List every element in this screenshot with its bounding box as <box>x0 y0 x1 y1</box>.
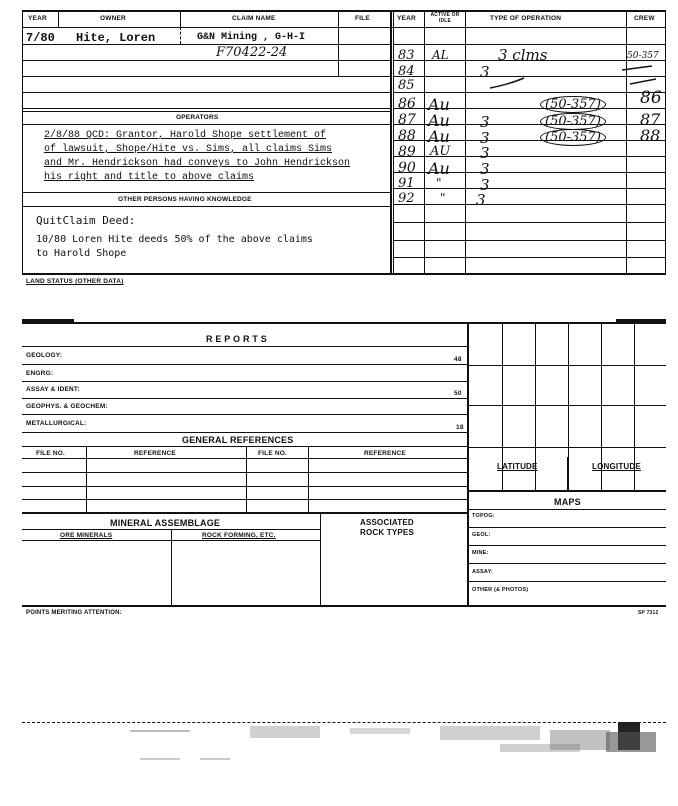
op-type: 3 <box>480 129 490 147</box>
handwritten-dash-marks <box>480 60 666 100</box>
op-type: 3 <box>480 160 490 178</box>
op-active: Au <box>428 95 450 114</box>
ore-minerals-label: ORE MINERALS <box>60 532 113 539</box>
operators-line: his right and title to above claims <box>44 172 255 183</box>
operators-line: and Mr. Hendrickson had conveys to John Hendrickson <box>44 158 351 169</box>
maps-title: MAPS <box>554 497 581 507</box>
assoc-line1: ASSOCIATED <box>360 518 414 527</box>
op-active: Au <box>428 111 450 130</box>
op-crew: 50-357 <box>627 51 659 61</box>
scan-artifacts <box>110 722 678 772</box>
maps-row: OTHER (& PHOTOS) <box>472 587 529 593</box>
circled-crew: (50-357) <box>540 113 606 130</box>
op-active: " <box>436 176 442 190</box>
maps-row: MINE: <box>472 550 489 556</box>
header-type-operation: TYPE OF OPERATION <box>490 15 562 22</box>
op-type: 3 <box>480 113 490 131</box>
op-year: 91 <box>398 176 415 191</box>
gr-col-ref1: REFERENCE <box>134 450 176 457</box>
owner-year: 7/80 <box>26 31 55 45</box>
form-number: SP 7312 <box>638 610 659 616</box>
assoc-line2: ROCK TYPES <box>360 528 415 537</box>
general-references-title: GENERAL REFERENCES <box>182 435 294 445</box>
op-year: 83 <box>398 48 415 63</box>
operators-line: 2/8/88 QCD: Grantor, Harold Shope settlement of <box>44 130 327 141</box>
others-line: QuitClaim Deed: <box>36 214 136 227</box>
op-type: 3 clms <box>498 46 548 64</box>
black-bar <box>22 319 74 324</box>
op-year: 85 <box>398 78 415 93</box>
op-type: 3 <box>480 144 490 162</box>
owner-name: Hite, Loren <box>76 31 156 45</box>
op-year: 87 <box>398 112 416 128</box>
circled-crew: (50-357) <box>540 96 606 113</box>
points-meriting-label: POINTS MERITING ATTENTION: <box>26 610 122 616</box>
mineral-title: MINERAL ASSEMBLAGE <box>110 518 221 528</box>
maps-row: ASSAY: <box>472 569 494 575</box>
op-type: 3 <box>480 176 490 194</box>
op-year: 88 <box>398 128 416 144</box>
report-row-num: 18 <box>456 424 464 431</box>
op-crew: 86 <box>640 88 662 108</box>
latitude-label: LATITUDE <box>497 462 538 471</box>
file-reference: F70422-24 <box>216 45 288 60</box>
op-year: 92 <box>398 191 415 206</box>
report-row-label: GEOLOGY: <box>26 352 63 359</box>
operators-label: OPERATORS <box>176 114 219 121</box>
op-crew: 87 <box>640 110 661 129</box>
others-line: to Harold Shope <box>36 248 127 259</box>
reports-title: R E P O R T S <box>206 334 267 344</box>
land-status-label: LAND STATUS (OTHER DATA) <box>26 278 124 285</box>
op-crew: 88 <box>640 126 661 145</box>
others-label: OTHER PERSONS HAVING KNOWLEDGE <box>118 196 252 203</box>
op-type: 3 <box>476 191 486 209</box>
header-year-right: YEAR <box>397 15 416 22</box>
longitude-label: LONGITUDE <box>592 462 641 471</box>
gr-col-file1: FILE NO. <box>36 450 66 457</box>
op-active: Au <box>428 159 450 178</box>
header-claim-name: CLAIM NAME <box>232 15 276 22</box>
op-year: 90 <box>398 160 416 176</box>
op-year: 89 <box>398 144 416 160</box>
op-active: AU <box>430 144 451 159</box>
header-year: YEAR <box>28 15 47 22</box>
gr-col-file2: FILE NO. <box>258 450 288 457</box>
op-active: AL <box>432 48 449 62</box>
op-year: 86 <box>398 96 416 112</box>
op-type: 3 <box>480 63 490 81</box>
header-crew: CREW <box>634 15 655 22</box>
op-active: Au <box>428 127 450 146</box>
rock-forming-label: ROCK FORMING, ETC. <box>202 532 276 539</box>
header-active: ACTIVE OR IDLE <box>430 12 460 24</box>
operators-line: of lawsuit, Shope/Hite vs. Sims, all claims Sims <box>44 144 333 155</box>
report-row-num: 48 <box>454 356 462 363</box>
report-row-label: METALLURGICAL: <box>26 420 87 427</box>
op-year: 84 <box>398 64 415 79</box>
claim-name: G&N Mining , G-H-I <box>197 32 306 43</box>
circled-crew: (50-357) <box>540 129 606 146</box>
report-row-label: GEOPHYS. & GEOCHEM: <box>26 403 108 410</box>
report-row-num: 50 <box>454 390 462 397</box>
maps-row: TOPOG: <box>472 513 495 519</box>
op-active: " <box>440 191 446 205</box>
gr-col-ref2: REFERENCE <box>364 450 406 457</box>
black-bar <box>616 319 666 324</box>
others-line: 10/80 Loren Hite deeds 50% of the above claims <box>36 234 313 245</box>
header-owner: OWNER <box>100 15 126 22</box>
header-file: FILE <box>355 15 370 22</box>
report-row-label: ENGRG: <box>26 370 54 377</box>
maps-row: GEOL: <box>472 532 491 538</box>
report-row-label: ASSAY & IDENT: <box>26 386 80 393</box>
